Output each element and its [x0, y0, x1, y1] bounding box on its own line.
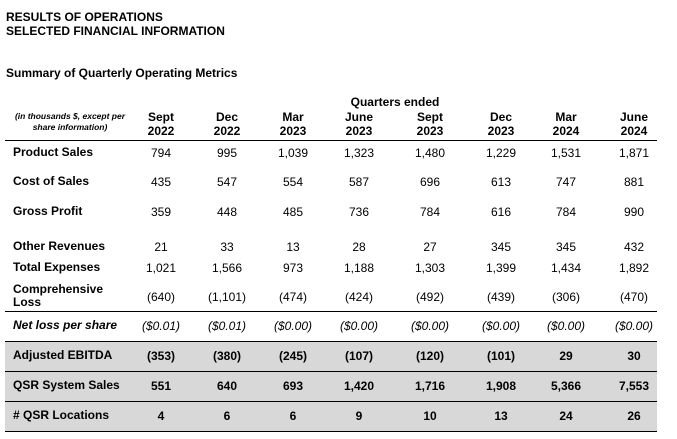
quarters-ended-label: Quarters ended [350, 95, 440, 109]
table-cell: 1,531 [550, 146, 582, 160]
table-cell: 794 [150, 146, 172, 160]
table-cell: 1,480 [414, 146, 446, 160]
units-note: (in thousands $, except per share information) [14, 111, 126, 132]
table-cell: 747 [555, 175, 577, 189]
table-cell: 485 [282, 205, 304, 219]
col-header-2: Dec 2022 [213, 110, 241, 138]
row-label-adjusted-ebitda: Adjusted EBITDA [13, 348, 113, 362]
table-cell: (245) [278, 349, 307, 363]
table-cell: 5,366 [550, 379, 582, 393]
table-cell: 9 [355, 409, 363, 423]
row-label-net-loss-per-share: Net loss per share [13, 318, 118, 332]
table-cell: 30 [627, 349, 641, 363]
table-cell: 613 [490, 175, 512, 189]
table-cell: 345 [555, 240, 577, 254]
table-cell: 995 [216, 146, 238, 160]
table-cell: (380) [212, 349, 241, 363]
table-cell: 1,716 [414, 379, 446, 393]
table-cell: 1,566 [211, 261, 243, 275]
table-cell: (353) [146, 349, 175, 363]
table-cell: ($0.00) [273, 319, 313, 333]
table-cell: ($0.01) [207, 319, 247, 333]
table-cell: 551 [150, 379, 172, 393]
table-cell: (474) [278, 290, 307, 304]
table-cell: 616 [490, 205, 512, 219]
table-cell: 1,908 [485, 379, 517, 393]
table-cell: (439) [486, 290, 515, 304]
row-label-total-expenses: Total Expenses [13, 260, 101, 274]
rule-before-locations [5, 401, 657, 402]
table-cell: 784 [555, 205, 577, 219]
table-cell: 7,553 [618, 379, 650, 393]
table-cell: 1,871 [618, 146, 650, 160]
table-cell: 554 [282, 175, 304, 189]
table-cell: 973 [282, 261, 304, 275]
row-label-gross-profit: Gross Profit [13, 204, 83, 218]
table-cell: 345 [490, 240, 512, 254]
table-cell: (101) [486, 349, 515, 363]
table-cell: 13 [286, 240, 300, 254]
table-cell: 6 [223, 409, 231, 423]
table-cell: (492) [415, 290, 444, 304]
col-header-6: Dec 2023 [487, 110, 515, 138]
table-cell: 881 [623, 175, 645, 189]
table-cell: ($0.01) [141, 319, 181, 333]
table-cell: ($0.00) [614, 319, 654, 333]
row-label-product-sales: Product Sales [13, 145, 94, 159]
table-cell: 1,229 [485, 146, 517, 160]
table-cell: 1,399 [485, 261, 517, 275]
row-label-qsr-system-sales: QSR System Sales [13, 378, 120, 392]
table-cell: 1,434 [550, 261, 582, 275]
table-cell: 736 [348, 205, 370, 219]
report-subtitle: SELECTED FINANCIAL INFORMATION [6, 24, 225, 38]
table-cell: 4 [157, 409, 165, 423]
table-cell: 696 [419, 175, 441, 189]
table-cell: 448 [216, 205, 238, 219]
table-cell: 27 [423, 240, 437, 254]
table-cell: 784 [419, 205, 441, 219]
row-label-qsr-locations: # QSR Locations [13, 408, 110, 422]
table-cell: 1,021 [145, 261, 177, 275]
table-cell: (1,101) [207, 290, 247, 304]
table-cell: 359 [150, 205, 172, 219]
col-header-3: Mar 2023 [279, 110, 307, 138]
rule-bottom [5, 431, 657, 432]
table-cell: 13 [494, 409, 508, 423]
table-cell: 10 [423, 409, 437, 423]
table-cell: 26 [627, 409, 641, 423]
table-cell: 6 [289, 409, 297, 423]
col-header-1: Sept 2022 [147, 110, 175, 138]
table-cell: 1,892 [618, 261, 650, 275]
table-cell: 21 [154, 240, 168, 254]
table-cell: 1,039 [277, 146, 309, 160]
table-cell: ($0.00) [410, 319, 450, 333]
row-label-cost-of-sales: Cost of Sales [13, 174, 90, 188]
table-cell: 1,303 [414, 261, 446, 275]
table-cell: ($0.00) [339, 319, 379, 333]
table-cell: (470) [619, 290, 648, 304]
col-header-7: Mar 2024 [552, 110, 580, 138]
table-cell: 432 [623, 240, 645, 254]
rule-before-ebitda [5, 341, 657, 342]
table-cell: 587 [348, 175, 370, 189]
rule-header [5, 140, 657, 141]
row-label-comprehensive-loss: Comprehensive Loss [13, 282, 104, 309]
rule-before-net-loss [5, 311, 657, 312]
table-cell: (640) [146, 290, 175, 304]
table-cell: (120) [415, 349, 444, 363]
table-cell: 640 [216, 379, 238, 393]
table-cell: (424) [344, 290, 373, 304]
table-cell: ($0.00) [546, 319, 586, 333]
table-cell: 1,188 [343, 261, 375, 275]
col-header-4: June 2023 [344, 110, 373, 138]
table-cell: 693 [282, 379, 304, 393]
table-cell: ($0.00) [481, 319, 521, 333]
rule-before-system-sales [5, 371, 657, 372]
table-cell: 33 [220, 240, 234, 254]
col-header-8: June 2024 [619, 110, 648, 138]
table-cell: (107) [344, 349, 373, 363]
table-cell: 28 [352, 240, 366, 254]
table-cell: (306) [551, 290, 580, 304]
table-cell: 990 [623, 205, 645, 219]
report-title: RESULTS OF OPERATIONS [6, 10, 163, 24]
section-title: Summary of Quarterly Operating Metrics [6, 66, 238, 80]
table-cell: 1,420 [343, 379, 375, 393]
col-header-5: Sept 2023 [416, 110, 444, 138]
table-cell: 29 [559, 349, 573, 363]
table-cell: 1,323 [343, 146, 375, 160]
table-cell: 547 [216, 175, 238, 189]
row-label-other-revenues: Other Revenues [13, 239, 106, 253]
table-cell: 435 [150, 175, 172, 189]
table-cell: 24 [559, 409, 573, 423]
